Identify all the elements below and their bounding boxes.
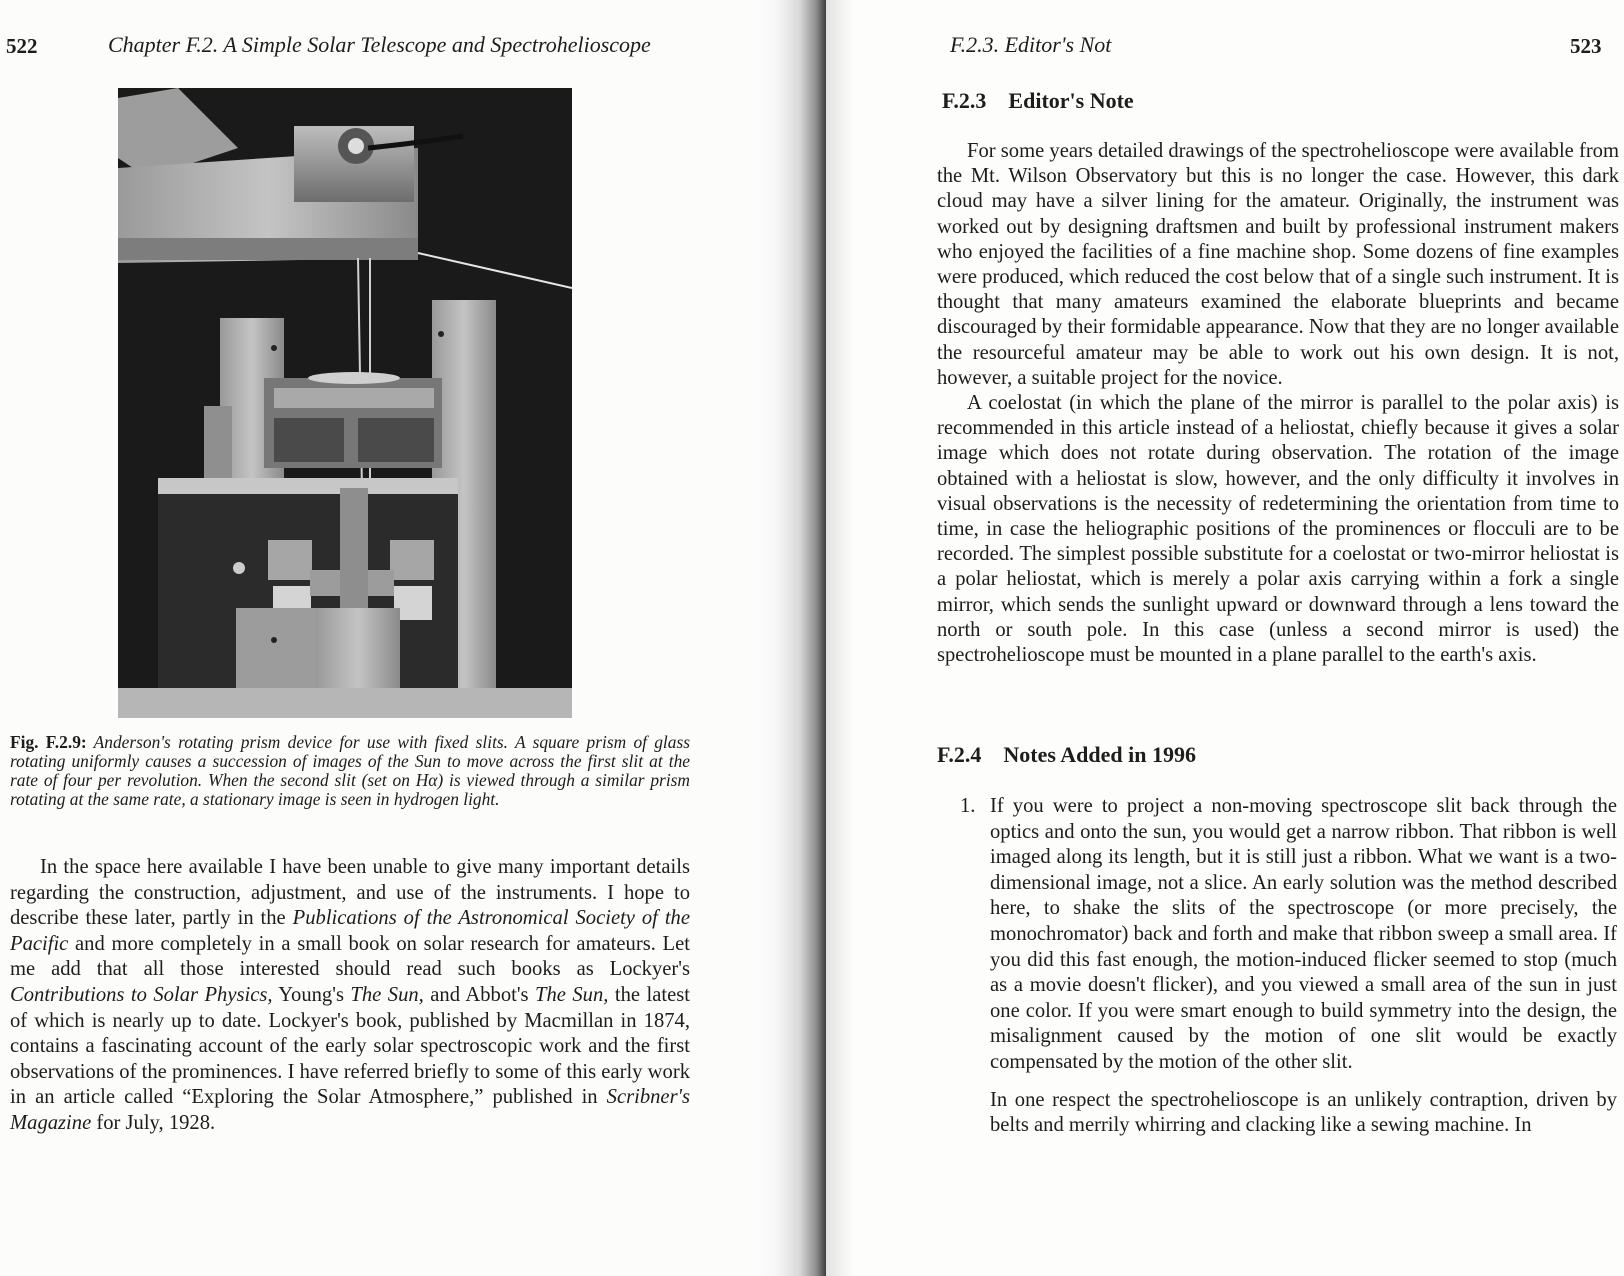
page-number-left: 522	[6, 34, 38, 58]
figure-photograph	[118, 88, 572, 718]
italic-title: Scribner's Magazine	[10, 1086, 690, 1134]
gutter-shadow	[826, 0, 854, 1276]
list-item-text: If you were to project a non-moving spectroscope slit back through the optics and onto the sun, you would get a narrow ribbon. That ribbon is well imaged along its length, but it is still just a ribbon. What we want is a two-dimensional image, not a slice. An early solution was the method described here, to shake the slits of the spectroscope (or more precisely, the monochromator) back and forth and make that ribbon sweep a small area. If you did this fast enough, the motion-induced flicker seemed to stop (much as a movie doesn't flicker), and you viewed a small area of the sun in just one color. If you were smart enough to build symmetry into the design, the misalignment caused by the motion of one slit would be exactly compensated by the motion of the other slit.	[990, 795, 1617, 1073]
section-title: Notes Added in 1996	[1003, 742, 1196, 767]
figure-caption	[10, 733, 690, 809]
italic-title: Contributions to Solar Physics,	[10, 983, 273, 1006]
text-run: and Abbot's	[423, 983, 536, 1006]
section-title: Editor's Note	[1008, 88, 1134, 113]
italic-title: The Sun,	[350, 983, 424, 1006]
body-text-left	[10, 855, 690, 1137]
list-item-number: 1.	[960, 795, 976, 817]
list-item	[960, 794, 1617, 1076]
text-run: and more completely in a small book on solar research for amateurs. Let me add that all those interested should read such books as Lockyer's	[10, 932, 690, 981]
paragraph	[10, 855, 690, 1137]
running-head-left: Chapter F.2. A Simple Solar Telescope and Spectrohelioscope	[108, 32, 651, 57]
paragraph: A coelostat (in which the plane of the mirror is parallel to the polar axis) is recommended in this article instead of a heliostat, chiefly because it gives a solar image which does not rotate during observation. The rotation of the image obtained with a heliostat is slow, however, and the only difficulty it involves in visual observations is the necessity of redetermining the orientation from time to time, in case the heliographic positions of the prominences or flocculi are to be recorded. The simplest possible substitute for a coelostat or two-mirror heliostat is a polar heliostat, which is merely a polar axis carrying within a fork a single mirror, which sends the sunlight upward or downward through a lens toward the north or south pole. In this case (unless a second mirror is used) the spectrohelioscope must be mounted in a plane parallel to the earth's axis.	[937, 392, 1619, 667]
page-number-right: 523	[1570, 34, 1602, 58]
figure-caption-text: Anderson's rotating prism device for use with fixed slits. A square prism of glass rotating uniformly causes a succession of images of the Sun to move across the first slit at the rate of four per revolution. When the second slit (set on Hα) is viewed through a similar prism rotating at the same rate, a stationary image is seen in hydrogen light.	[10, 732, 690, 809]
book-gutter	[756, 0, 826, 1276]
text-run: for July, 1928.	[91, 1111, 216, 1134]
section-number: F.2.4	[937, 742, 982, 767]
left-page	[0, 0, 756, 1276]
section-heading-editors-note	[942, 88, 1134, 114]
italic-title: The Sun,	[535, 983, 609, 1006]
notes-list	[960, 794, 1617, 1159]
text-run: In the space here available I have been unable to give many important details regarding the construction, adjustment, and use of the instruments. I hope to describe these later, partly in the	[10, 856, 690, 930]
text-run: the latest of which is nearly up to date. Lockyer's book, published by Macmillan in 1874, contains a fascinating account of the early solar spectroscopic work and the first observations of the prominences. I have referred briefly to some of this early work in an article called “Exploring the Solar Atmosphere,” published in	[10, 983, 690, 1109]
continuation-paragraph: In one respect the spectrohelioscope is an unlikely contraption, driven by belts and merrily whirring and clacking like a sewing machine. In	[990, 1088, 1617, 1137]
rotating-prism-device-image	[118, 88, 572, 718]
text-run: Young's	[272, 983, 351, 1006]
section-heading-notes-1996	[937, 742, 1196, 768]
paragraph: For some years detailed drawings of the spectrohelioscope were available from the Mt. Wilson Observatory but this is no longer the case. However, this dark cloud may have a silver lining for the amateur. Originally, the instrument was worked out by designing draftsmen and built by professional instrument makers who enjoyed the facilities of a fine machine shop. Some dozens of fine examples were produced, which reduced the cost below that of a single such instrument. It is thought that many amateurs examined the elaborate blueprints and became discouraged by their formidable appearance. Now that they are no longer available the resourceful amateur may be able to work out his own design. It is not, however, a suitable project for the novice.	[937, 140, 1619, 389]
section-number: F.2.3	[942, 88, 987, 113]
body-text-right	[937, 139, 1619, 668]
figure-label: Fig. F.2.9:	[10, 732, 87, 752]
running-head-right: F.2.3. Editor's Not	[950, 32, 1112, 57]
italic-title: Publications of the Astronomical Society of the Pacific	[10, 907, 690, 955]
